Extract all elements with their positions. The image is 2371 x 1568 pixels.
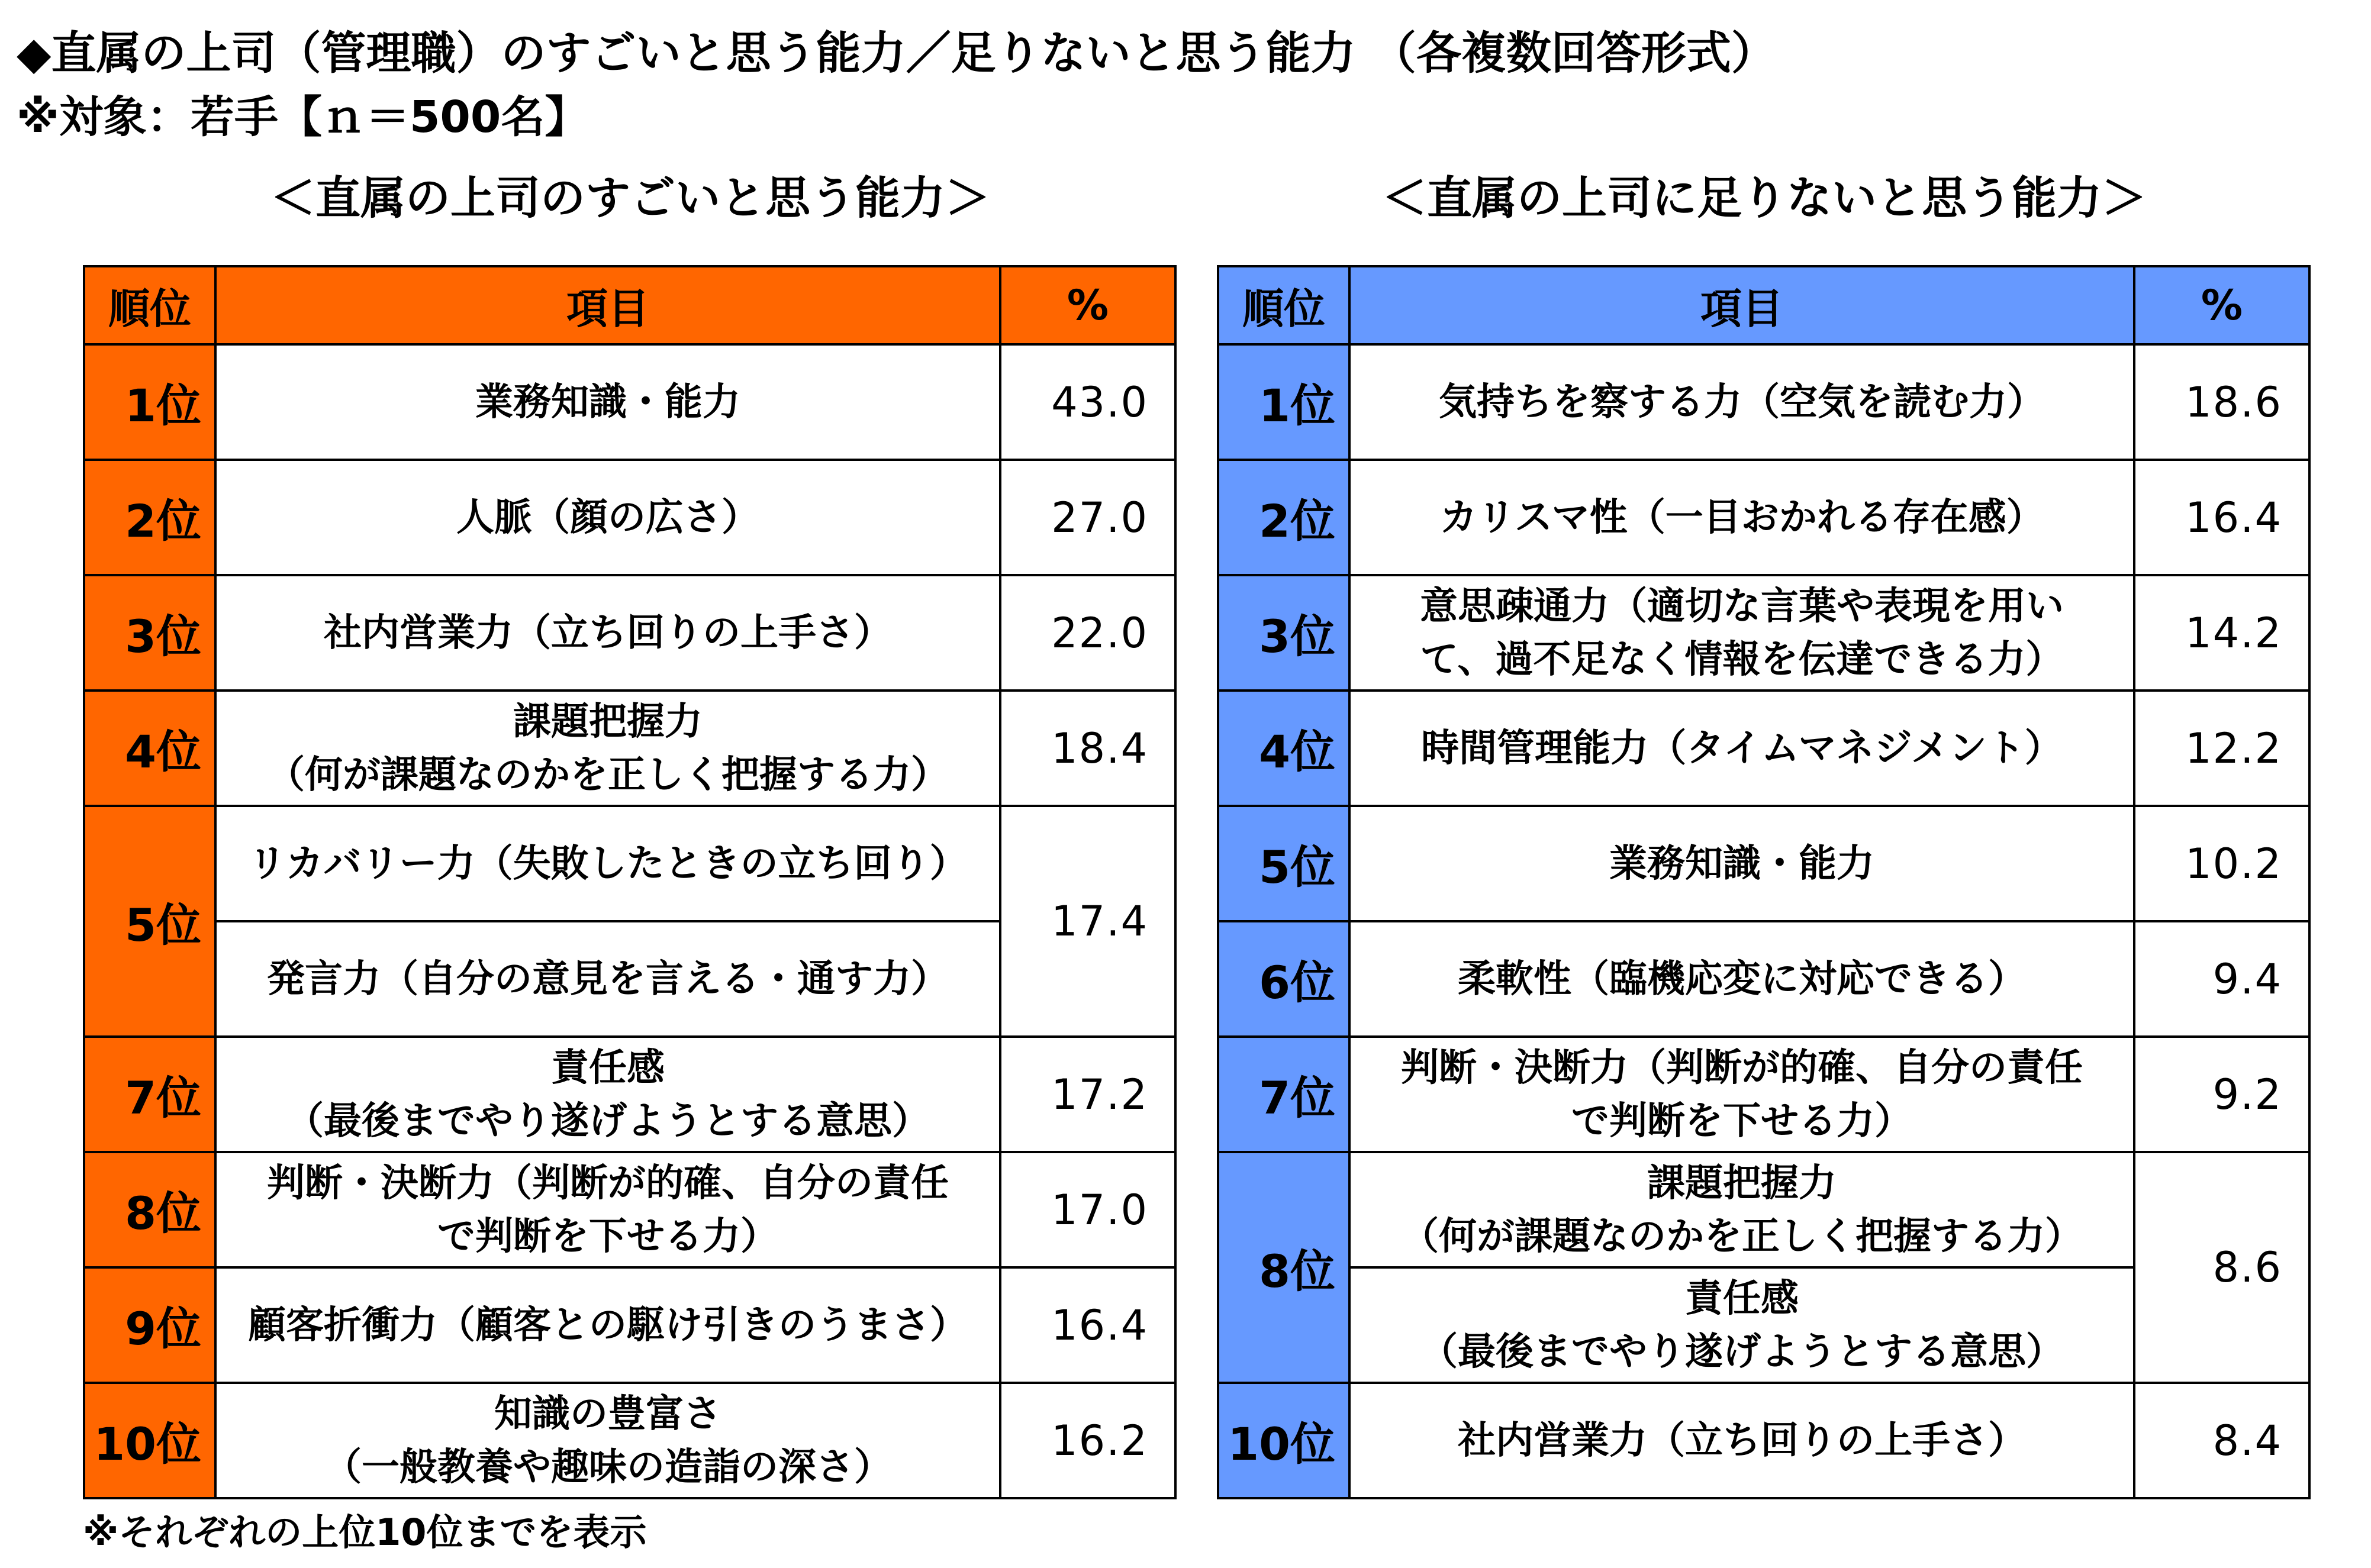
item-column-header: 項目 (1349, 266, 2134, 344)
item-cell (215, 1383, 1000, 1498)
table-row (1218, 806, 2309, 921)
item-cell (215, 1037, 1000, 1152)
rank-cell: 2位 (1218, 460, 1349, 575)
page-title: ◆直属の上司（管理職）のすごいと思う能力／足りないと思う能力 （各複数回答形式） (17, 27, 1776, 79)
rank-cell: 6位 (1218, 921, 1349, 1037)
item-text-line: 判断・決断力（判断が的確、自分の責任 (267, 1161, 949, 1205)
rank-cell: 3位 (84, 575, 215, 691)
table-row (84, 1037, 1175, 1152)
table-row (1218, 575, 2309, 691)
item-text-line: 課題把握力 (513, 699, 703, 744)
percent-cell: 10.2 (2134, 806, 2309, 921)
item-cell: 時間管理能力（タイムマネジメント） (1349, 691, 2134, 806)
percent-cell: 8.4 (2134, 1383, 2309, 1498)
percent-cell: 14.2 (2134, 575, 2309, 691)
rank-cell: 10位 (84, 1383, 215, 1498)
item-text-line: て、過不足なく情報を伝達できる力） (1420, 637, 2064, 682)
item-column-header: 項目 (215, 266, 1000, 344)
rank-cell: 10位 (1218, 1383, 1349, 1498)
item-text-line: （何が課題なのかを正しく把握する力） (1401, 1214, 2083, 1259)
item-cell: 発言力（自分の意見を言える・通す力） (215, 921, 1000, 1037)
table-row (1218, 460, 2309, 575)
percent-cell: 16.4 (2134, 460, 2309, 575)
percent-cell: 16.4 (1000, 1267, 1175, 1383)
rank-cell: 8位 (84, 1152, 215, 1267)
table-row (1218, 691, 2309, 806)
rank-column-header: 順位 (1218, 266, 1349, 344)
item-cell: 顧客折衝力（顧客との駆け引きのうまさ） (215, 1267, 1000, 1383)
percent-cell: 17.4 (1000, 806, 1175, 1037)
item-cell (1349, 1267, 2134, 1383)
item-cell (215, 1152, 1000, 1267)
table-row (84, 1267, 1175, 1383)
left-table-heading: ＜直属の上司のすごいと思う能力＞ (270, 172, 990, 224)
item-cell: 社内営業力（立ち回りの上手さ） (215, 575, 1000, 691)
rank-cell: 4位 (84, 691, 215, 806)
table-row (84, 460, 1175, 575)
percent-cell: 16.2 (1000, 1383, 1175, 1498)
percent-cell: 12.2 (2134, 691, 2309, 806)
item-text-line: 意思疎通力（適切な言葉や表現を用い (1420, 584, 2064, 628)
item-text-line: 判断・決断力（判断が的確、自分の責任 (1401, 1046, 2083, 1090)
percent-cell: 17.2 (1000, 1037, 1175, 1152)
table-header-row (84, 266, 1175, 344)
item-text-line: 責任感 (551, 1046, 665, 1090)
rank-cell: 9位 (84, 1267, 215, 1383)
item-cell: 社内営業力（立ち回りの上手さ） (1349, 1383, 2134, 1498)
rank-cell: 1位 (1218, 344, 1349, 460)
rank-cell: 7位 (84, 1037, 215, 1152)
table-row (84, 1152, 1175, 1267)
percent-cell: 18.4 (1000, 691, 1175, 806)
table-row (84, 1383, 1175, 1498)
rank-cell: 5位 (1218, 806, 1349, 921)
percent-cell: 9.4 (2134, 921, 2309, 1037)
table-row (84, 691, 1175, 806)
item-text-line: で判断を下せる力） (1571, 1099, 1912, 1143)
percent-cell: 43.0 (1000, 344, 1175, 460)
item-cell: 人脈（顔の広さ） (215, 460, 1000, 575)
item-cell (1349, 1152, 2134, 1267)
footnote: ※それぞれの上位10位までを表示 (83, 1511, 647, 1554)
rank-cell: 7位 (1218, 1037, 1349, 1152)
percent-cell: 9.2 (2134, 1037, 2309, 1152)
rank-cell: 5位 (84, 806, 215, 1037)
item-text-line: （最後までやり遂げようとする意思） (286, 1099, 930, 1143)
percent-column-header: % (1000, 266, 1175, 344)
percent-cell: 27.0 (1000, 460, 1175, 575)
item-cell: 業務知識・能力 (1349, 806, 2134, 921)
item-text-line: （何が課題なのかを正しく把握する力） (267, 753, 949, 797)
rank-cell: 1位 (84, 344, 215, 460)
lacking-abilities-table (1217, 265, 2311, 1499)
item-cell (215, 691, 1000, 806)
table-row (1218, 1152, 2309, 1267)
item-text-line: 知識の豊富さ (494, 1392, 721, 1436)
item-cell (1349, 1037, 2134, 1152)
item-cell: カリスマ性（一目おかれる存在感） (1349, 460, 2134, 575)
rank-cell: 2位 (84, 460, 215, 575)
impressive-abilities-table (83, 265, 1177, 1499)
item-cell: 柔軟性（臨機応変に対応できる） (1349, 921, 2134, 1037)
table-row (1218, 1383, 2309, 1498)
item-text-line: 責任感 (1685, 1276, 1799, 1321)
percent-column-header: % (2134, 266, 2309, 344)
table-row (84, 806, 1175, 921)
percent-cell: 22.0 (1000, 575, 1175, 691)
rank-column-header: 順位 (84, 266, 215, 344)
item-text-line: （最後までやり遂げようとする意思） (1420, 1330, 2064, 1374)
item-cell (1349, 575, 2134, 691)
percent-cell: 18.6 (2134, 344, 2309, 460)
item-cell: 業務知識・能力 (215, 344, 1000, 460)
table-row (84, 575, 1175, 691)
item-text-line: （一般教養や趣味の造詣の深さ） (324, 1445, 892, 1489)
table-row (84, 344, 1175, 460)
percent-cell: 8.6 (2134, 1152, 2309, 1383)
item-cell: 気持ちを察する力（空気を読む力） (1349, 344, 2134, 460)
rank-cell: 8位 (1218, 1152, 1349, 1383)
right-table-heading: ＜直属の上司に足りないと思う能力＞ (1382, 172, 2147, 224)
rank-cell: 3位 (1218, 575, 1349, 691)
survey-target-note: ※対象：若手【ｎ＝500名】 (17, 92, 589, 143)
item-cell: リカバリー力（失敗したときの立ち回り） (215, 806, 1000, 921)
item-text-line: で判断を下せる力） (437, 1214, 778, 1259)
table-row (1218, 921, 2309, 1037)
table-header-row (1218, 266, 2309, 344)
table-row (1218, 1037, 2309, 1152)
percent-cell: 17.0 (1000, 1152, 1175, 1267)
table-row (1218, 344, 2309, 460)
rank-cell: 4位 (1218, 691, 1349, 806)
item-text-line: 課題把握力 (1647, 1161, 1837, 1205)
